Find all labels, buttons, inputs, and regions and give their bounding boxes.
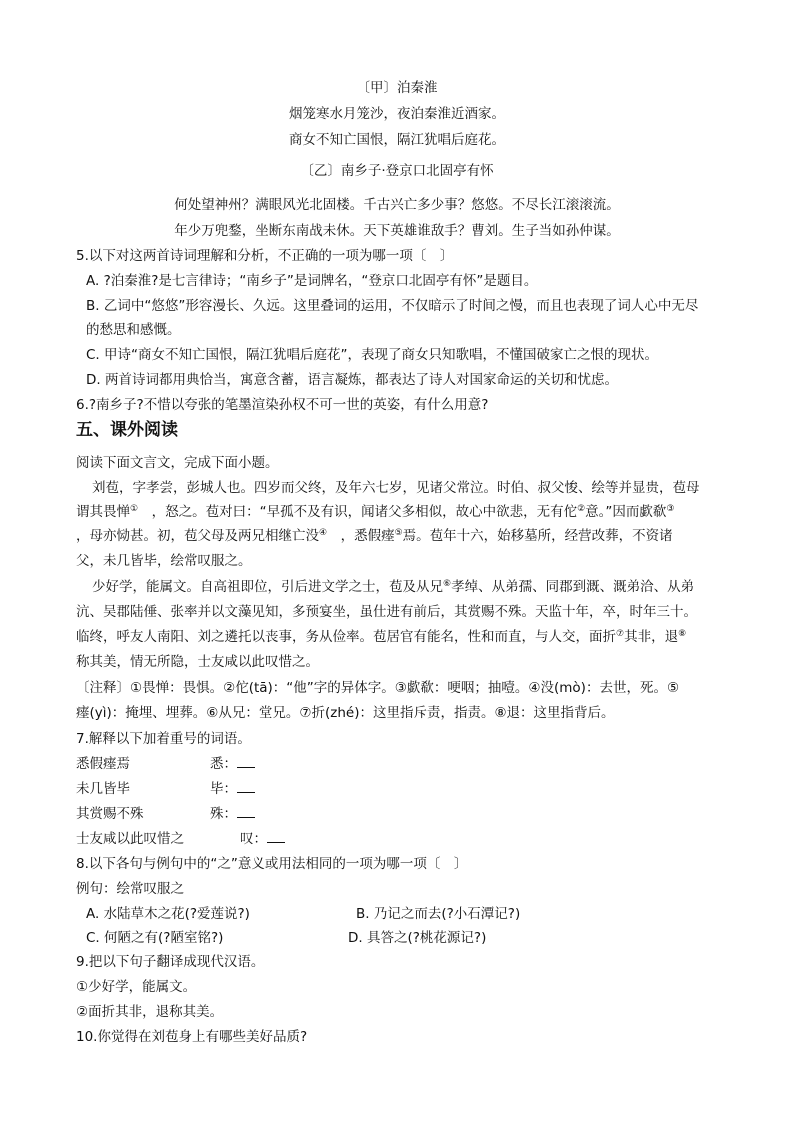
section-heading: 五、课外阅读 <box>76 420 178 440</box>
q7-item-3-phrase: 其赏赐不殊 <box>76 806 144 822</box>
passage-line: 临终，呼友人南阳、刘之遴托以丧事，务从俭率。苞居官有能名，性和而直，与人交，面折⑦其非，退⑧ <box>76 629 687 645</box>
passage-line: 刘苞，字孝尝，彭城人也。四岁而父终，及年六七岁，见诸父常泣。时伯、叔父悛、绘等并显贵，苞母 <box>92 480 700 496</box>
footnote-ref: ④ <box>319 528 328 538</box>
poem-a-line-2: 商女不知亡国恨，隔江犹唱后庭花。 <box>289 132 505 148</box>
q9-item-2: ②面折其非，退称其美。 <box>76 1004 224 1020</box>
footnote-ref: ① <box>130 504 139 514</box>
q7-item-1-phrase: 悉假瘗焉 <box>76 756 130 772</box>
q7-item-4-phrase: 士友咸以此叹惜之 <box>76 831 184 847</box>
passage-line: 父，未几皆毕，绘常叹服之。 <box>76 553 252 569</box>
answer-blank[interactable] <box>237 805 255 818</box>
passage-line: 沆、吴郡陆倕、张率并以文藻见知，多预宴坐，虽仕进有前后，其赏赐不殊。天监十年，卒，时年三十。 <box>76 604 697 620</box>
footnote-ref: ⑧ <box>678 629 687 639</box>
passage-line: 称其美，情无所隐，士友咸以此叹惜之。 <box>76 654 319 670</box>
answer-blank[interactable] <box>237 780 255 793</box>
notes-line: 瘗(yì)：掩埋、埋葬。⑥从兄：堂兄。⑦折(zhé)：这里指斥责，指责。⑧退：这里指背后。 <box>76 705 615 721</box>
q8-example: 例句：绘常叹服之 <box>76 881 184 897</box>
question-7: 7.解释以下加着重号的词语。 <box>76 731 251 747</box>
q8-option-a: A. 水陆草木之花(?爱莲说?) <box>86 906 250 922</box>
answer-blank[interactable] <box>267 830 285 843</box>
question-9: 9.把以下句子翻译成现代汉语。 <box>76 954 265 970</box>
q7-item-2-answer: 毕： <box>210 780 255 798</box>
q7-item-3-answer: 殊： <box>210 805 255 823</box>
footnote-ref: ② <box>577 504 586 514</box>
passage-line: ，母亦恸甚。初，苞父母及两兄相继亡没④ ，悉假瘗⑤焉。苞年十六，始移墓所，经营改葬，不资诸 <box>76 528 673 544</box>
q9-item-1: ①少好学，能属文。 <box>76 979 197 995</box>
footnote-ref: ⑥ <box>443 579 452 589</box>
question-8: 8.以下各句与例句中的“之”意义或用法相同的一项为哪一项〔 〕 <box>76 856 468 872</box>
poem-b-title: 〔乙〕南乡子·登京口北固亭有怀 <box>300 163 494 179</box>
poem-a-line-1: 烟笼寒水月笼沙，夜泊秦淮近酒家。 <box>289 106 505 122</box>
q5-option-a: A. ?泊秦淮?是七言律诗；“南乡子”是词牌名，“登京口北固亭有怀”是题目。 <box>86 273 538 289</box>
poem-b-line-1: 何处望神州？满眼风光北固楼。千古兴亡多少事？悠悠。不尽长江滚滚流。 <box>174 197 620 213</box>
q7-item-2-phrase: 未几皆毕 <box>76 781 130 797</box>
q8-option-c: C. 何陋之有(?陋室铭?) <box>86 930 224 946</box>
answer-blank[interactable] <box>237 755 255 768</box>
footnote-ref: ③ <box>666 504 675 514</box>
poem-a-title: 〔甲〕泊秦淮 <box>356 80 438 96</box>
q8-option-d: D. 具答之(?桃花源记?) <box>348 930 487 946</box>
question-5: 5.以下对这两首诗词理解和分析，不正确的一项为哪一项〔 〕 <box>76 248 454 264</box>
q5-option-c: C. 甲诗“商女不知亡国恨，隔江犹唱后庭花”，表现了商女只知歌唱，不懂国破家亡之恨的现状。 <box>86 347 658 363</box>
poem-b-line-2: 年少万兜鍪，坐断东南战未休。天下英雄谁敌手？曹刘。生子当如孙仲谋。 <box>174 223 620 239</box>
q5-option-b-line-1: B. 乙词中“悠悠”形容漫长、久远。这里叠词的运用，不仅暗示了时间之慢，而且也表现了词人心中无尽 <box>86 298 699 314</box>
question-10: 10.你觉得在刘苞身上有哪些美好品质? <box>76 1029 308 1045</box>
passage-line: 谓其畏惮① ，怒之。苞对曰：“早孤不及有识，闻诸父多相似，故心中欲悲，无有佗②意。”因而歔欷③ <box>76 504 675 520</box>
reading-instruction: 阅读下面文言文，完成下面小题。 <box>76 455 279 471</box>
q5-option-b-line-2: 的愁思和感慨。 <box>86 322 181 338</box>
question-6: 6.?南乡子?不惜以夸张的笔墨渲染孙权不可一世的英姿，有什么用意? <box>76 397 489 413</box>
footnote-ref: ⑦ <box>616 629 625 639</box>
q7-item-1-answer: 悉： <box>210 755 255 773</box>
q5-option-d: D. 两首诗词都用典恰当，寓意含蓄，语言凝炼，都表达了诗人对国家命运的关切和忧虑。 <box>86 372 618 388</box>
q7-item-4-answer: 叹： <box>240 830 285 848</box>
notes-line: 〔注释〕①畏惮：畏惧。②佗(tā)：“他”字的异体字。③歔欷：哽咽；抽噎。④没(mò)：去世，死。⑤ <box>76 680 680 696</box>
q8-option-b: B. 乃记之而去(?小石潭记?) <box>356 906 521 922</box>
footnote-ref: ⑤ <box>394 528 403 538</box>
passage-line: 少好学，能属文。自高祖即位，引后进文学之士，苞及从兄⑥孝绰、从弟孺、同郡到溉、溉弟洽、从弟 <box>92 579 695 595</box>
